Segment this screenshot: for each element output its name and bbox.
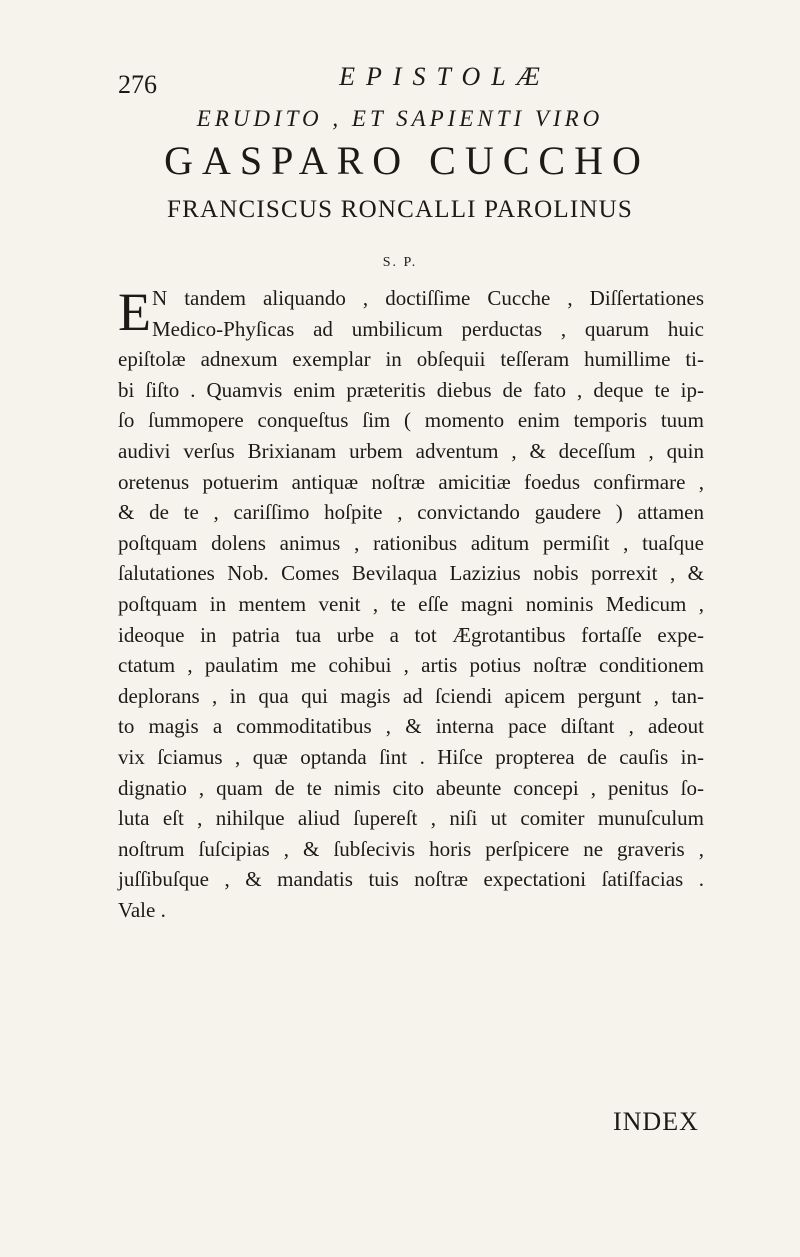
letter-line: dignatio , quam de te nimis cito abeunte concepi , penitus ſo- (118, 775, 704, 800)
drop-cap: E (118, 282, 151, 342)
letter-line: vix ſciamus , quæ optanda ſint . Hiſce propterea de cauſis in- (118, 744, 704, 769)
letter-line: ctatum , paulatim me cohibui , artis potius noſtræ conditionem (118, 653, 704, 678)
letter-line: ſo ſummopere conqueſtus ſim ( momento enim temporis tuum (118, 408, 704, 433)
letter-line: N tandem aliquando , doctiſſime Cucche , Diſſertationes (152, 286, 704, 310)
letter-line: oretenus potuerim antiquæ noſtræ amicitiæ foedus confirmare , (118, 469, 704, 494)
letter-line: noſtrum ſuſcipias , & ſubſecivis horis perſpicere ne graveris , (118, 836, 704, 861)
page-number: 276 (118, 70, 157, 99)
catchword: INDEX (613, 1107, 699, 1136)
letter-line: epiſtolæ adnexum exemplar in obſequii teſſeram humillime ti- (118, 347, 704, 372)
letter-line: ſalutationes Nob. Comes Bevilaqua Lazizius nobis porrexit , & (118, 561, 704, 586)
recipient-name: GASPARO CUCCHO (164, 138, 650, 183)
letter-line: audivi verſus Brixianam urbem adventum , & deceſſum , quin (118, 438, 704, 463)
letter-line: poſtquam in mentem venit , te eſſe magni nominis Medicum , (118, 591, 704, 616)
letter-line: ideoque in patria tua urbe a tot Ægrotantibus fortaſſe expe- (118, 622, 704, 647)
letter-line: Vale . (118, 897, 166, 922)
letter-line: poſtquam dolens animus , rationibus aditum permiſit , tuaſque (118, 530, 704, 555)
running-head: EPISTOLÆ (339, 62, 551, 91)
letter-line: & de te , cariſſimo hoſpite , convictando gaudere ) attamen (118, 500, 704, 525)
dedication-line: ERUDITO , ET SAPIENTI VIRO (196, 106, 604, 131)
letter-line: juſſibuſque , & mandatis tuis noſtræ expectationi ſatiſfacias . (118, 867, 704, 892)
letter-line: deplorans , in qua qui magis ad ſciendi apicem pergunt , tan- (118, 683, 704, 708)
salutation: S. P. (382, 255, 418, 270)
letter-line: luta eſt , nihilque aliud ſupereſt , niſi ut comiter munuſculum (118, 806, 704, 831)
letter-body (118, 283, 704, 925)
letter-line: Medico-Phyſicas ad umbilicum perductas , quarum huic (152, 316, 704, 341)
letter-line: to magis a commoditatibus , & interna pace diſtant , adeout (118, 714, 704, 739)
letter-line: bi ſiſto . Quamvis enim præteritis diebus de fato , deque te ip- (118, 377, 704, 402)
author-name: FRANCISCUS RONCALLI PAROLINUS (167, 196, 633, 223)
